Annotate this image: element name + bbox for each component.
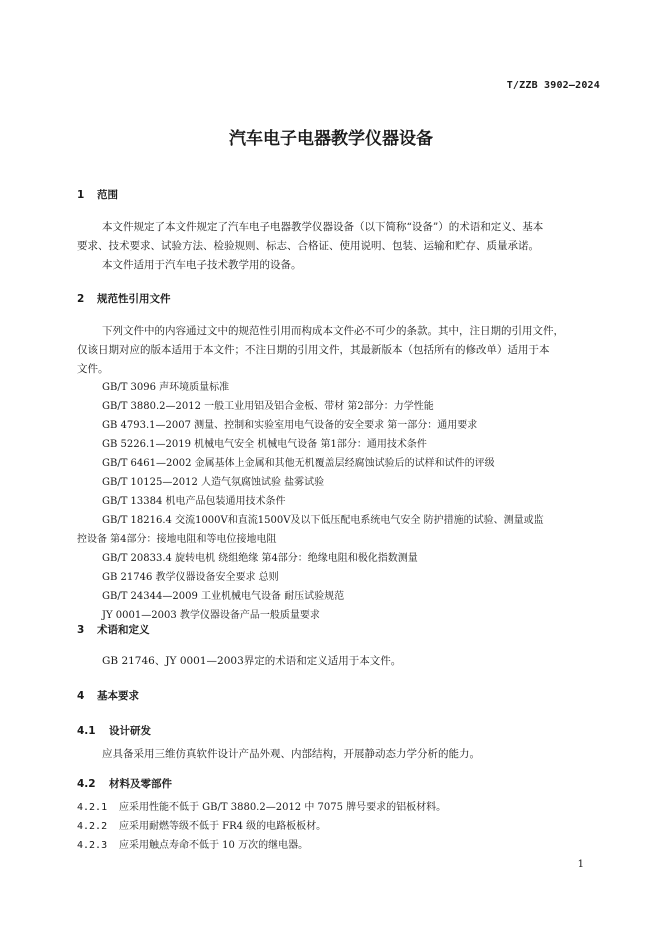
section-title: 基本要求 (97, 690, 139, 702)
section-number: 2 (77, 293, 85, 305)
paragraph-line: 文件。 (77, 363, 109, 375)
paragraph-line: 本文件规定了本文件规定了汽车电子电器教学仪器设备（以下简称“设备”）的术语和定义、基本 (102, 221, 544, 233)
reference-item: GB/T 3880.2—2012 一般工业用铝及铝合金板、带材 第2部分：力学性能 (102, 401, 434, 412)
clause-4-2-1 (77, 798, 446, 817)
reference-item: GB 5226.1—2019 机械电气安全 机械电气设备 第1部分：通用技术条件 (102, 439, 427, 450)
reference-item: GB/T 18216.4 交流1000V和直流1500V及以下低压配电系统电气安全 防护措施的试验、测量或监 (102, 515, 544, 526)
section-title: 范围 (97, 189, 118, 201)
paragraph-line: GB 21746、JY 0001—2003界定的术语和定义适用于本文件。 (102, 655, 402, 667)
reference-item: GB/T 13384 机电产品包装通用技术条件 (102, 496, 286, 507)
paragraph-line: 仅该日期对应的版本适用于本文件；不注日期的引用文件，其最新版本（包括所有的修改单）适用于本 (77, 344, 550, 356)
page-number: 1 (577, 859, 584, 870)
clause-4-2-2 (77, 817, 326, 836)
reference-item: GB 21746 教学仪器设备安全要求 总则 (102, 572, 279, 583)
clause-4-2-3 (77, 836, 308, 855)
reference-item: GB/T 6461—2002 金属基体上金属和其他无机覆盖层经腐蚀试验后的试样和试件的评级 (102, 458, 495, 469)
subsection-title: 材料及零部件 (109, 778, 172, 790)
clause-number: 4.2.3 (77, 840, 108, 851)
paragraph-line: 应具备采用三维仿真软件设计产品外观、内部结构，开展静动态力学分析的能力。 (102, 748, 480, 760)
reference-item: GB 4793.1—2007 测量、控制和实验室用电气设备的安全要求 第一部分：通用要求 (102, 420, 478, 431)
subsection-title: 设计研发 (109, 725, 151, 737)
section-title: 规范性引用文件 (97, 293, 171, 305)
section-number: 3 (77, 624, 85, 636)
section-title: 术语和定义 (97, 624, 150, 636)
paragraph-line: 要求、技术要求、试验方法、检验规则、标志、合格证、使用说明、包装、运输和贮存、质量承诺。 (77, 240, 539, 252)
paragraph-line: 下列文件中的内容通过文中的规范性引用而构成本文件必不可少的条款。其中，注日期的引用文件， (102, 325, 564, 337)
reference-item: GB/T 10125—2012 人造气氛腐蚀试验 盐雾试验 (102, 477, 325, 488)
section-4-heading (77, 688, 139, 703)
reference-item: JY 0001—2003 教学仪器设备产品一般质量要求 (102, 610, 320, 621)
reference-item: GB/T 20833.4 旋转电机 绕组绝缘 第4部分：绝缘电阻和极化指数测量 (102, 553, 418, 564)
reference-item: GB/T 24344—2009 工业机械电气设备 耐压试验规范 (102, 591, 345, 602)
subsection-number: 4.1 (77, 725, 96, 737)
section-number: 4 (77, 690, 85, 702)
section-2-heading (77, 291, 171, 306)
paragraph-line: 本文件适用于汽车电子技术教学用的设备。 (102, 259, 302, 271)
clause-number: 4.2.1 (77, 802, 108, 813)
section-3-heading (77, 622, 150, 637)
reference-item-continued: 控设备 第4部分：接地电阻和等电位接地电阻 (77, 534, 277, 545)
clause-text: 应采用性能不低于 GB/T 3880.2—2012 中 7075 牌号要求的铝板材料。 (119, 802, 447, 813)
document-title: 汽车电子电器教学仪器设备 (229, 129, 433, 149)
section-1-heading (77, 187, 118, 202)
clause-text: 应采用触点寿命不低于 10 万次的继电器。 (119, 840, 309, 851)
standard-number: T/ZZB 3902—2024 (506, 80, 600, 91)
reference-item: GB/T 3096 声环境质量标准 (102, 382, 230, 393)
subsection-4-1-heading (77, 723, 151, 738)
clause-text: 应采用耐燃等级不低于 FR4 级的电路板板材。 (119, 821, 327, 832)
subsection-4-2-heading (77, 776, 172, 791)
clause-number: 4.2.2 (77, 821, 108, 832)
section-number: 1 (77, 189, 85, 201)
subsection-number: 4.2 (77, 778, 96, 790)
